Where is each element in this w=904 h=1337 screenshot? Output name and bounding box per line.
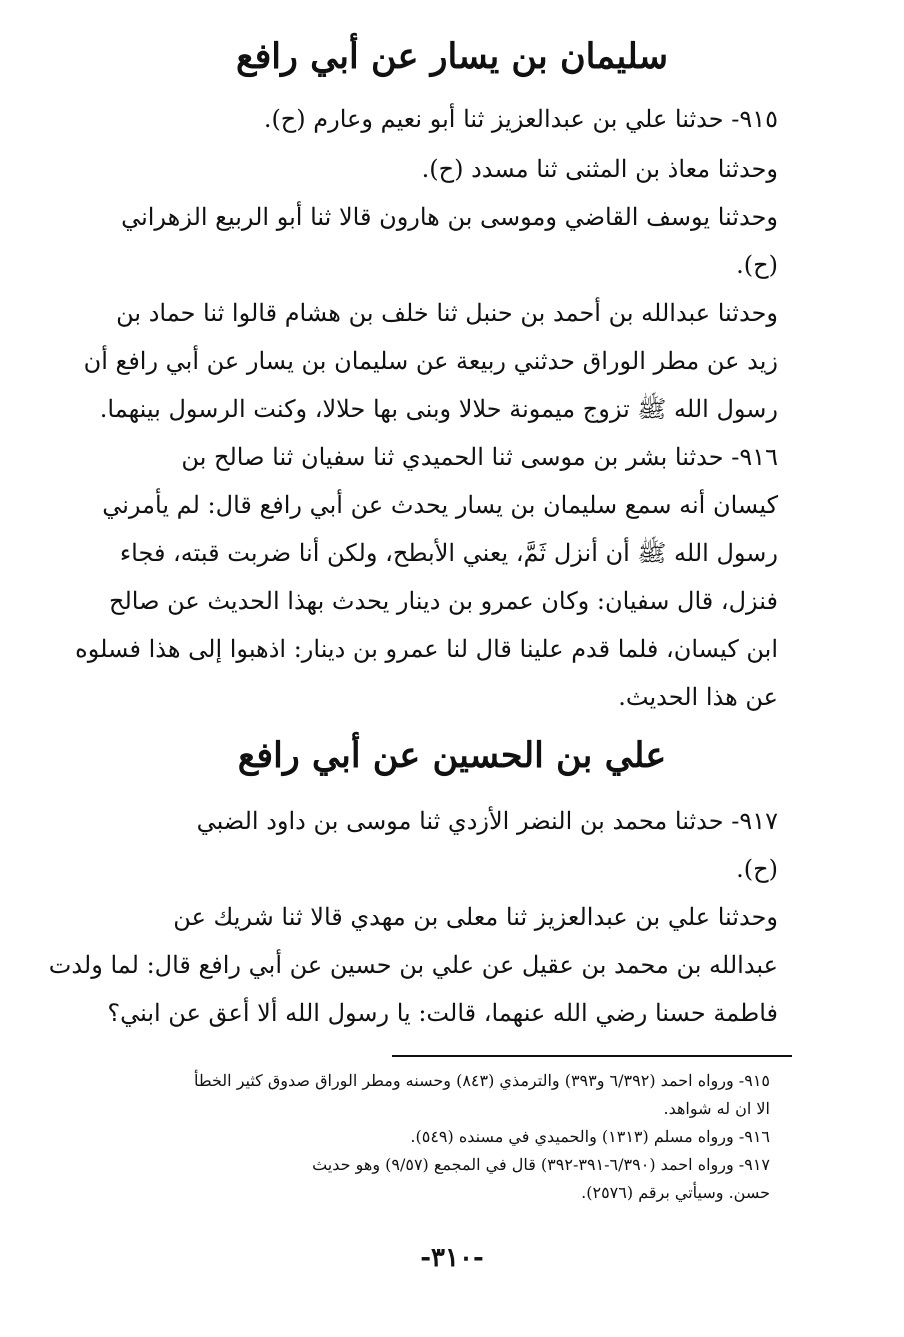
hadith-915-line-7: رسول الله ﷺ تزوج ميمونة حلالا وبنى بها حلالا، وكنت الرسول بينهما.	[99, 395, 778, 423]
hadith-916-line-6: عن هذا الحديث.	[618, 683, 778, 711]
hadith-916-line-5: ابن كيسان، فلما قدم علينا قال لنا عمرو بن دينار: اذهبوا إلى هذا فسلوه	[75, 635, 778, 663]
hadith-915-line-1: ٩١٥- حدثنا علي بن عبدالعزيز ثنا أبو نعيم وعارم (ح).	[263, 105, 778, 133]
footnote-917-line-2: حسن. وسيأتي برقم (٢٥٧٦).	[581, 1183, 770, 1202]
footnote-divider	[392, 1055, 792, 1057]
hadith-915-line-3: وحدثنا يوسف القاضي وموسى بن هارون قالا ثنا أبو الربيع الزهراني	[121, 203, 778, 231]
hadith-915-line-5: وحدثنا عبدالله بن أحمد بن حنبل ثنا خلف بن هشام قالوا ثنا حماد بن	[116, 299, 778, 327]
section-heading: علي بن الحسين عن أبي رافع	[237, 735, 667, 776]
hadith-917-line-1: ٩١٧- حدثنا محمد بن النضر الأزدي ثنا موسى بن داود الضبي	[196, 807, 778, 835]
hadith-916-line-2: كيسان أنه سمع سليمان بن يسار يحدث عن أبي رافع قال: لم يأمرني	[102, 491, 778, 519]
footnote-917-line-1: ٩١٧- ورواه احمد (٦/٣٩٠-٣٩١-٣٩٢) قال في المجمع (٩/٥٧) وهو حديث	[312, 1155, 770, 1174]
footnote-916: ٩١٦- ورواه مسلم (١٣١٣) والحميدي في مسنده (٥٤٩).	[410, 1127, 770, 1146]
hadith-916-line-1: ٩١٦- حدثنا بشر بن موسى ثنا الحميدي ثنا سفيان ثنا صالح بن	[181, 443, 778, 471]
section-heading: سليمان بن يسار عن أبي رافع	[235, 36, 669, 77]
footnote-915-line-1: ٩١٥- ورواه احمد (٦/٣٩٢ و٣٩٣) والترمذي (٨٤٣) وحسنه ومطر الوراق صدوق كثير الخطأ	[193, 1071, 770, 1090]
hadith-917-line-5: فاطمة حسنا رضي الله عنهما، قالت: يا رسول الله ألا أعق عن ابني؟	[107, 999, 778, 1027]
hadith-917-line-4: عبدالله بن محمد بن عقيل عن علي بن حسين عن أبي رافع قال: لما ولدت	[48, 951, 778, 979]
hadith-915-line-6: زيد عن مطر الوراق حدثني ربيعة عن سليمان بن يسار عن أبي رافع أن	[83, 347, 778, 375]
hadith-917-line-3: وحدثنا علي بن عبدالعزيز ثنا معلى بن مهدي قالا ثنا شريك عن	[173, 903, 778, 931]
hadith-915-line-4: (ح).	[736, 251, 778, 279]
hadith-916-line-3: رسول الله ﷺ أن أنزل ثَمَّ، يعني الأبطح، ولكن أنا ضربت قبته، فجاء	[119, 539, 778, 567]
hadith-916-line-4: فنزل، قال سفيان: وكان عمرو بن دينار يحدث بهذا الحديث عن صالح	[108, 587, 778, 615]
hadith-917-line-2: (ح).	[736, 855, 778, 883]
page-number: -٣١٠-	[420, 1243, 484, 1273]
hadith-915-line-2: وحدثنا معاذ بن المثنى ثنا مسدد (ح).	[421, 155, 778, 183]
footnote-915-line-2: الا ان له شواهد.	[663, 1099, 770, 1118]
